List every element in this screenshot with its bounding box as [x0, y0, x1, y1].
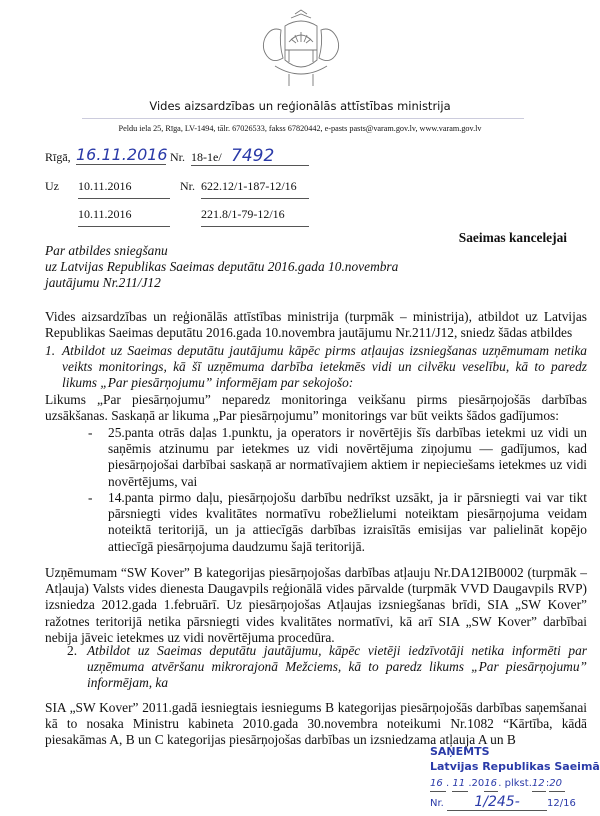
- stamp-title: SAŅEMTS: [430, 745, 490, 758]
- letter-number-hand: 7492: [231, 146, 275, 166]
- stamp-number: [430, 795, 600, 811]
- stamp-year-prefix: 20: [471, 778, 485, 789]
- recipient: Saeimas kancelejai: [458, 230, 567, 245]
- bullet-dash: -: [88, 425, 93, 440]
- header-divider: [82, 118, 524, 119]
- stamp-minute: 20: [549, 776, 565, 792]
- question-2-number: 2.: [67, 643, 78, 658]
- stamp-nr-label: Nr.: [430, 798, 444, 809]
- ref2-nr: 221.8/1-79-12/16: [201, 207, 309, 227]
- stamp-datetime: 16 . 11 .2016. plkst.12:20: [430, 776, 600, 792]
- question-2: [67, 643, 587, 692]
- bullet-1: [88, 425, 587, 490]
- stamp-org: Latvijas Republikas Saeimā: [430, 760, 600, 773]
- question-1: [45, 343, 587, 392]
- uz-label: Uz: [45, 179, 59, 193]
- place-label: Rīgā,: [45, 150, 71, 164]
- question-2-text: Atbildot uz Saeimas deputātu jautājumu, kāpēc vietēji iedzīvotāji netika informēti par uzņēmuma atvēršanu mikrorajonā Mežciems, kā to paredz likums „Par piesārņojumu” informējam, ka: [87, 643, 587, 691]
- stamp-year: 16: [484, 776, 498, 792]
- stamp-month: 11: [452, 776, 468, 792]
- letter-date: 16.11.2016: [76, 145, 168, 164]
- received-stamp: [430, 744, 600, 811]
- bullet-dash: -: [88, 490, 93, 505]
- question-1-text: Atbildot uz Saeimas deputātu jautājumu kāpēc pirms atļaujas izsniegšanas uzņēmumam netika veikts monitorings, kā šī uzņēmuma darbība ietekmēs vidi un cilvēku veselību, kā to paredz likums „Par piesārņojumu” informējam par sekojošo:: [62, 343, 587, 391]
- subject-line: Par atbildes sniegšanu: [45, 243, 168, 258]
- paragraph-2: Uzņēmumam “SW Kover” B kategorijas piesārņojošas darbības atļauju Nr.DA12IB0002 (turpmāk – Atļauja) Valsts vides dienesta Daugavpils reģionālā vides pārvalde (turpmāk VVD Daugavpils RVP) izsniedza 2012.gada 1.februārī. Uz piesārņojošas Atļaujas izsniegšanas brīdi, SIA „SW Kover” ražotnes teritorijā netika pārsniegti vides kvalitātes normatīvi, kā arī SIA „SW Kover” darbībai nebija jāveic ietekmes uz vidi novērtējuma procedūra.: [45, 565, 587, 645]
- letter-number-prefix: 18-1e/: [191, 150, 222, 164]
- stamp-nr-suffix: 12/16: [547, 798, 576, 809]
- stamp-nr: 1/245-: [447, 795, 547, 811]
- ref1-date: 10.11.2016: [78, 179, 170, 199]
- stamp-day: 16: [430, 776, 446, 792]
- bullet-2: [88, 490, 587, 555]
- ref1-nr: 622.12/1-187-12/16: [201, 179, 309, 199]
- subject: [45, 243, 398, 291]
- subject-line: uz Latvijas Republikas Saeimas deputātu 2016.gada 10.novembra: [45, 259, 399, 274]
- ref1-nr-label: Nr.: [180, 179, 195, 193]
- question-1-number: 1.: [45, 343, 56, 358]
- coat-of-arms-logo: [255, 8, 347, 88]
- paragraph-3: SIA „SW Kover” 2011.gadā iesniegtais iesniegums B kategorijas piesārņojošās darbības saņemšanai kā to nosaka Ministru kabineta 2010.gada 30.novembra noteikumi Nr.1082 “Kārtība, kādā piesakāmas A, B un C kategorijas piesārņojošas darbības un izsniedzama atļauja A un B: [45, 700, 587, 748]
- bullet-1-text: 25.panta otrās daļas 1.punktu, ja operators ir novērtējis šīs darbības ietekmi uz vidi un saņēmis atzinumu par ietekmes uz vidi novērtējuma ziņojumu — gadījumos, kad piesārņojošai darbībai saskaņā ar normatīvajiem aktiem ir nepieciešams ietekmes uz vidi novērtējums, vai: [108, 425, 587, 489]
- letter-number: [191, 146, 309, 166]
- bullet-2-text: 14.panta pirmo daļu, piesārņojošu darbību nedrīkst uzsākt, ja ir pārsniegti vai var tikt pārsniegti vides kvalitātes normatīvu robežlielumi noteiktam piesārņojuma veidam noteiktā teritorijā, un ja attiecīgās darbības izraisītās emisijas var palielināt kopējo attiecīgā piesārņojuma daudzumu šajā teritorijā.: [108, 490, 587, 554]
- ref2-date: 10.11.2016: [78, 207, 170, 227]
- subject-line: jautājumu Nr.211/J12: [45, 275, 161, 290]
- intro-paragraph: Vides aizsardzības un reģionālās attīstības ministrija (turpmāk – ministrija), atbildot uz Latvijas Republikas Saeimas deputātu 2016.gada 10.novembra jautājumu Nr.211/J12, sniedz šādas atbildes: [45, 309, 587, 341]
- ministry-name: Vides aizsardzības un reģionālās attīstības ministrija: [149, 99, 451, 113]
- ministry-address: Peldu iela 25, Rīga, LV-1494, tālr. 67026533, fakss 67820442, e-pasts pasts@varam.gov.lv, www.varam.gov.lv: [118, 124, 482, 133]
- paragraph-1: Likums „Par piesārņojumu” neparedz monitoringa veikšanu pirms piesārņojošās darbības uzsākšanas. Saskaņā ar likuma „Par piesārņojumu” monitorings var būt veikts šādos gadījumos:: [45, 392, 587, 424]
- stamp-hour: 12: [532, 776, 546, 792]
- stamp-time-label: plkst.: [504, 778, 532, 789]
- nr-label: Nr.: [170, 150, 185, 164]
